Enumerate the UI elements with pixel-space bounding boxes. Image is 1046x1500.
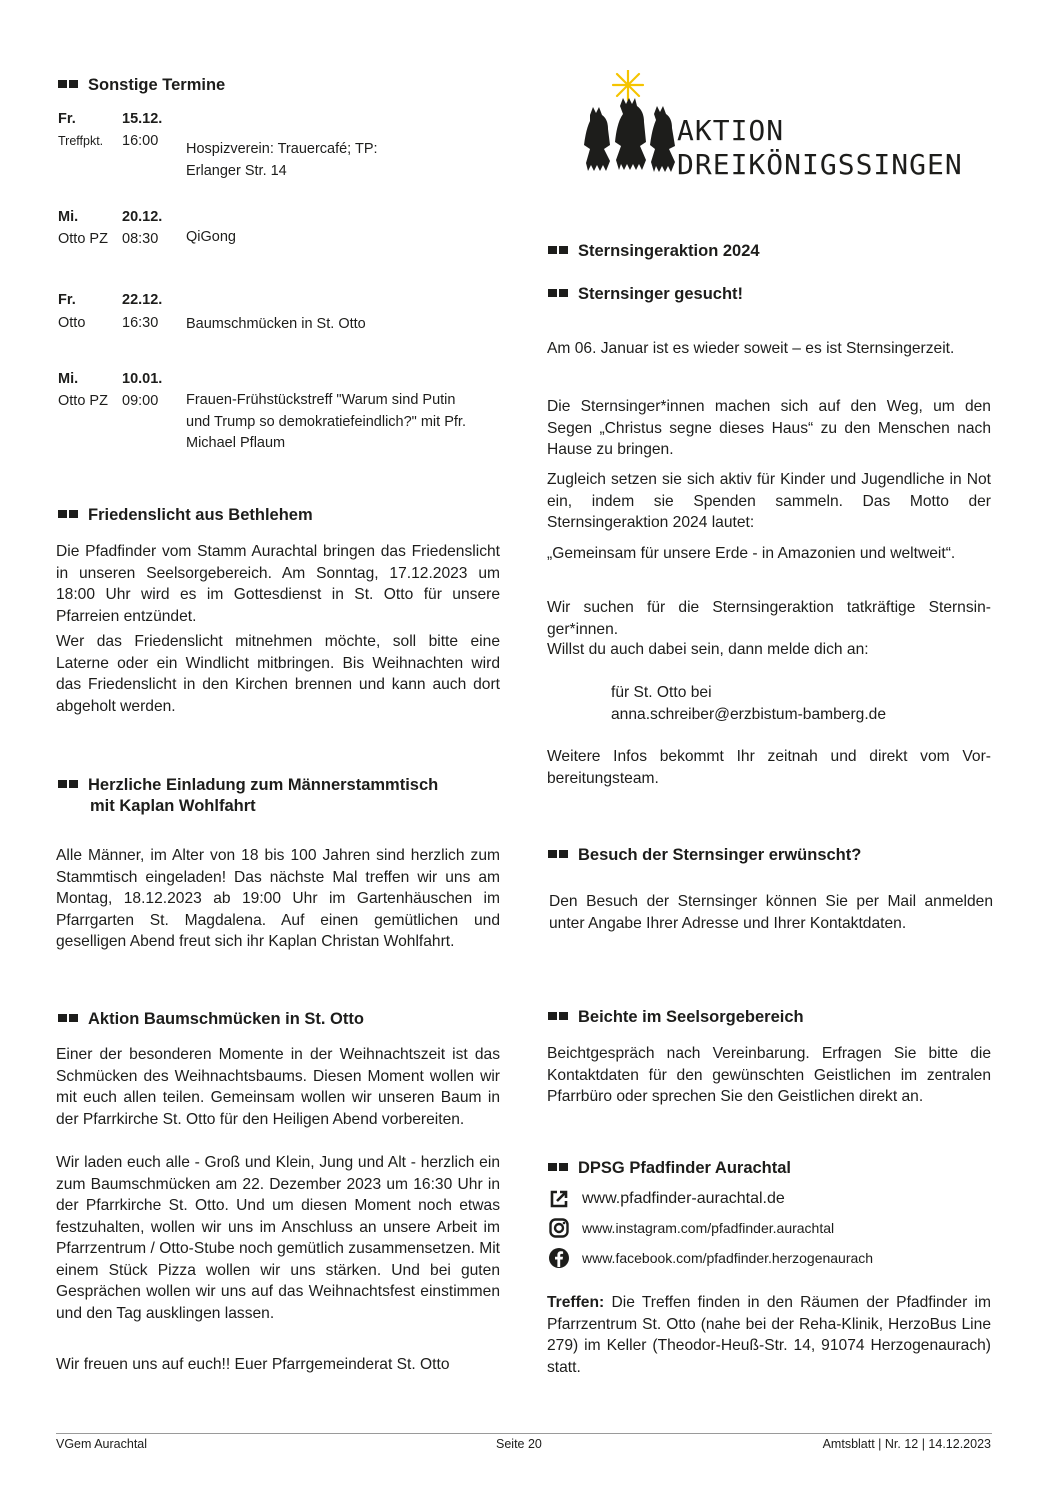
instagram-link-text: www.instagram.com/pfadfinder.aurachtal [582,1220,835,1236]
contact-email-link[interactable]: anna.schreiber@erzbistum-bamberg.de [611,705,886,723]
friedenslicht-paragraph-2: Wer das Friedenslicht mitnehmen möchte, soll bitte eine Laterne oder ein Windlicht mitbringen. Bis Weihnachten wird das Friedenslicht in den Kirchen brennen und kann auch dort abgeholt werden. [56,633,500,715]
event-time: 09:00 [122,393,159,409]
besuch-paragraph: Den Besuch der Sternsinger können Sie per Mail anmelden unter Angabe Ihrer Adresse und Ihrer Kontaktdaten. [549,893,993,932]
external-link-icon [548,1188,570,1210]
sternsinger-paragraph-6: Willst du auch dabei sein, dann melde dich an: [547,641,869,658]
footer-right: Amtsblatt | Nr. 12 | 14.12.2023 [822,1437,991,1451]
event-description: Hospizverein: Trauercafé; TP: Erlanger Str. 14 [186,141,378,179]
sternsinger-paragraph-3: Zugleich setzen sie sich aktiv für Kinder und Jugendliche in Not ein, indem sie Spenden sammeln. Das Motto der Sternsingeraktion 2024 lautet: [547,471,991,531]
website-link-text: www.pfadfinder-aurachtal.de [582,1190,785,1207]
sternsinger-motto: „Gemeinsam für unsere Erde - in Amazonien und weltweit“. [547,545,956,562]
event-date: 20.12. [122,209,163,225]
event-description: Frauen-Frühstückstreff "Warum sind Putin und Trump so demokratiefeindlich?" mit Pfr. Michael Pflaum [186,392,466,451]
three-kings-icon [572,70,682,190]
facebook-icon [548,1247,570,1269]
section-title-friedenslicht: Friedenslicht aus Bethlehem [58,505,313,525]
event-time: 16:30 [122,315,159,331]
treffen-label: Treffen: [547,1294,605,1311]
sternsinger-contact: für St. Otto bei anna.schreiber@erzbistum-bamberg.de [611,682,971,725]
event-description: QiGong [186,229,236,245]
event-place: Otto [58,315,86,331]
baumschmuecken-paragraph-2: Wir laden euch alle - Groß und Klein, Jung und Alt - herzlich ein zum Baumschmücken am 22. Dezember 2023 um 16:30 Uhr in der Pfarrkirche St. Otto. Und um diesen Moment noch etwas festzuhalten, wollen wir uns im Anschluss an unsere Arbeit im Pfarrzentrum / Otto-Stube noch gemütlich zusammensetzen. Mit einem Stück Pizza wollen wir uns stärken. Und bei guten Gesprächen wollen wir uns auf das Weihnachtsfest einstimmen und den Tag ausklingen lassen. [56,1154,500,1322]
link-instagram[interactable] [548,1217,834,1239]
event-date: 22.12. [122,292,163,308]
logo-line-1: AKTION [677,114,785,147]
section-title-beichte: Beichte im Seelsorgebereich [548,1007,804,1027]
section-title-dpsg: DPSG Pfadfinder Aurachtal [548,1158,791,1178]
section-title-termine: Sonstige Termine [58,75,225,95]
instagram-icon [548,1217,570,1239]
section-title-maennerstammtisch: Herzliche Einladung zum Männerstammtisch mit Kaplan Wohlfahrt [58,775,438,817]
link-website[interactable] [548,1188,785,1210]
maennerstammtisch-paragraph: Alle Männer, im Alter von 18 bis 100 Jahren sind herzlich zum Stammtisch eingeladen! Das nächste Mal treffen wir uns am Montag, 18.12.2023 ab 19:00 Uhr im Gartenhäuschen im Pfarrgarten St. Magdalena. Auf einen gemütlichen und geselligen Abend freut sich ihr Kaplan Christan Wohlfahrt. [56,847,500,950]
event-date: 10.01. [122,371,163,387]
event-day: Fr. [58,292,76,308]
event-place: Otto PZ [58,231,108,247]
beichte-paragraph: Beichtgespräch nach Vereinbarung. Erfragen Sie bitte die Kontaktdaten für den gewünschten Geistlichen im zentralen Pfarrbüro oder sprechen Sie den Geistlichen direkt an. [547,1045,991,1105]
section-title-baumschmuecken: Aktion Baumschmücken in St. Otto [58,1009,364,1029]
sternsinger-paragraph-5: Wir suchen für die Sternsingeraktion tatkräftige Sternsinger*innen. [547,599,991,638]
section-title-sternsinger-gesucht: Sternsinger gesucht! [548,284,743,304]
footer-page-number: Seite 20 [496,1437,542,1451]
footer-divider [56,1433,992,1434]
footer-left: VGem Aurachtal [56,1437,148,1451]
event-time: 08:30 [122,231,159,247]
event-day: Mi. [58,371,79,387]
event-date: 15.12. [122,111,163,127]
sternsinger-paragraph-1: Am 06. Januar ist es wieder soweit – es ist Sternsingerzeit. [547,340,955,357]
logo-line-2: DREIKÖNIGSSINGEN [677,148,963,181]
link-facebook[interactable] [548,1247,873,1269]
event-place: Otto PZ [58,393,108,409]
baumschmuecken-paragraph-1: Einer der besonderen Momente in der Weihnachtszeit ist das Schmücken des Weihnachtsbaums. Diesen Moment wollen wir mit euch allen teilen. Gemeinsam wollen wir unseren Baum in der Pfarrkirche St. Otto für den Heiligen Abend vorbereiten. [56,1046,500,1128]
sternsinger-paragraph-7: Weitere Infos bekommt Ihr zeitnah und direkt vom Vorbereitungsteam. [547,748,991,787]
friedenslicht-paragraph-1: Die Pfadfinder vom Stamm Aurachtal bringen das Friedenslicht in unseren Seelsorgebereich. Am Sonntag, 17.12.2023 um 18:00 Uhr wird es im Gottesdienst in St. Otto für unsere Pfarreien entzündet. [56,543,500,625]
sternsinger-paragraph-2: Die Sternsinger*innen machen sich auf den Weg, um den Segen „Christus segne dieses Haus“ zu den Menschen nach Hause zu bringen. [547,398,991,458]
section-title-sternsingeraktion: Sternsingeraktion 2024 [548,241,760,261]
event-day: Fr. [58,111,76,127]
event-place: Treffpkt. [58,134,104,148]
event-description: Baumschmücken in St. Otto [186,316,366,332]
facebook-link-text: www.facebook.com/pfadfinder.herzogenaurach [582,1250,874,1266]
event-time: 16:00 [122,133,159,149]
aktion-dreikoenigssingen-logo [572,70,972,190]
section-title-besuch: Besuch der Sternsinger erwünscht? [548,845,861,865]
dpsg-treffen-paragraph: Treffen: Die Treffen finden in den Räumen der Pfadfinder im Pfarrzentrum St. Otto (nahe bei der Reha-Klinik, HerzoBus Line 279) im Keller (Theodor-Heuß-Str. 14, 91074 Herzogenaurach) statt. [547,1294,991,1376]
baumschmuecken-paragraph-3: Wir freuen uns auf euch!! Euer Pfarrgemeinderat St. Otto [56,1356,450,1373]
event-day: Mi. [58,209,79,225]
